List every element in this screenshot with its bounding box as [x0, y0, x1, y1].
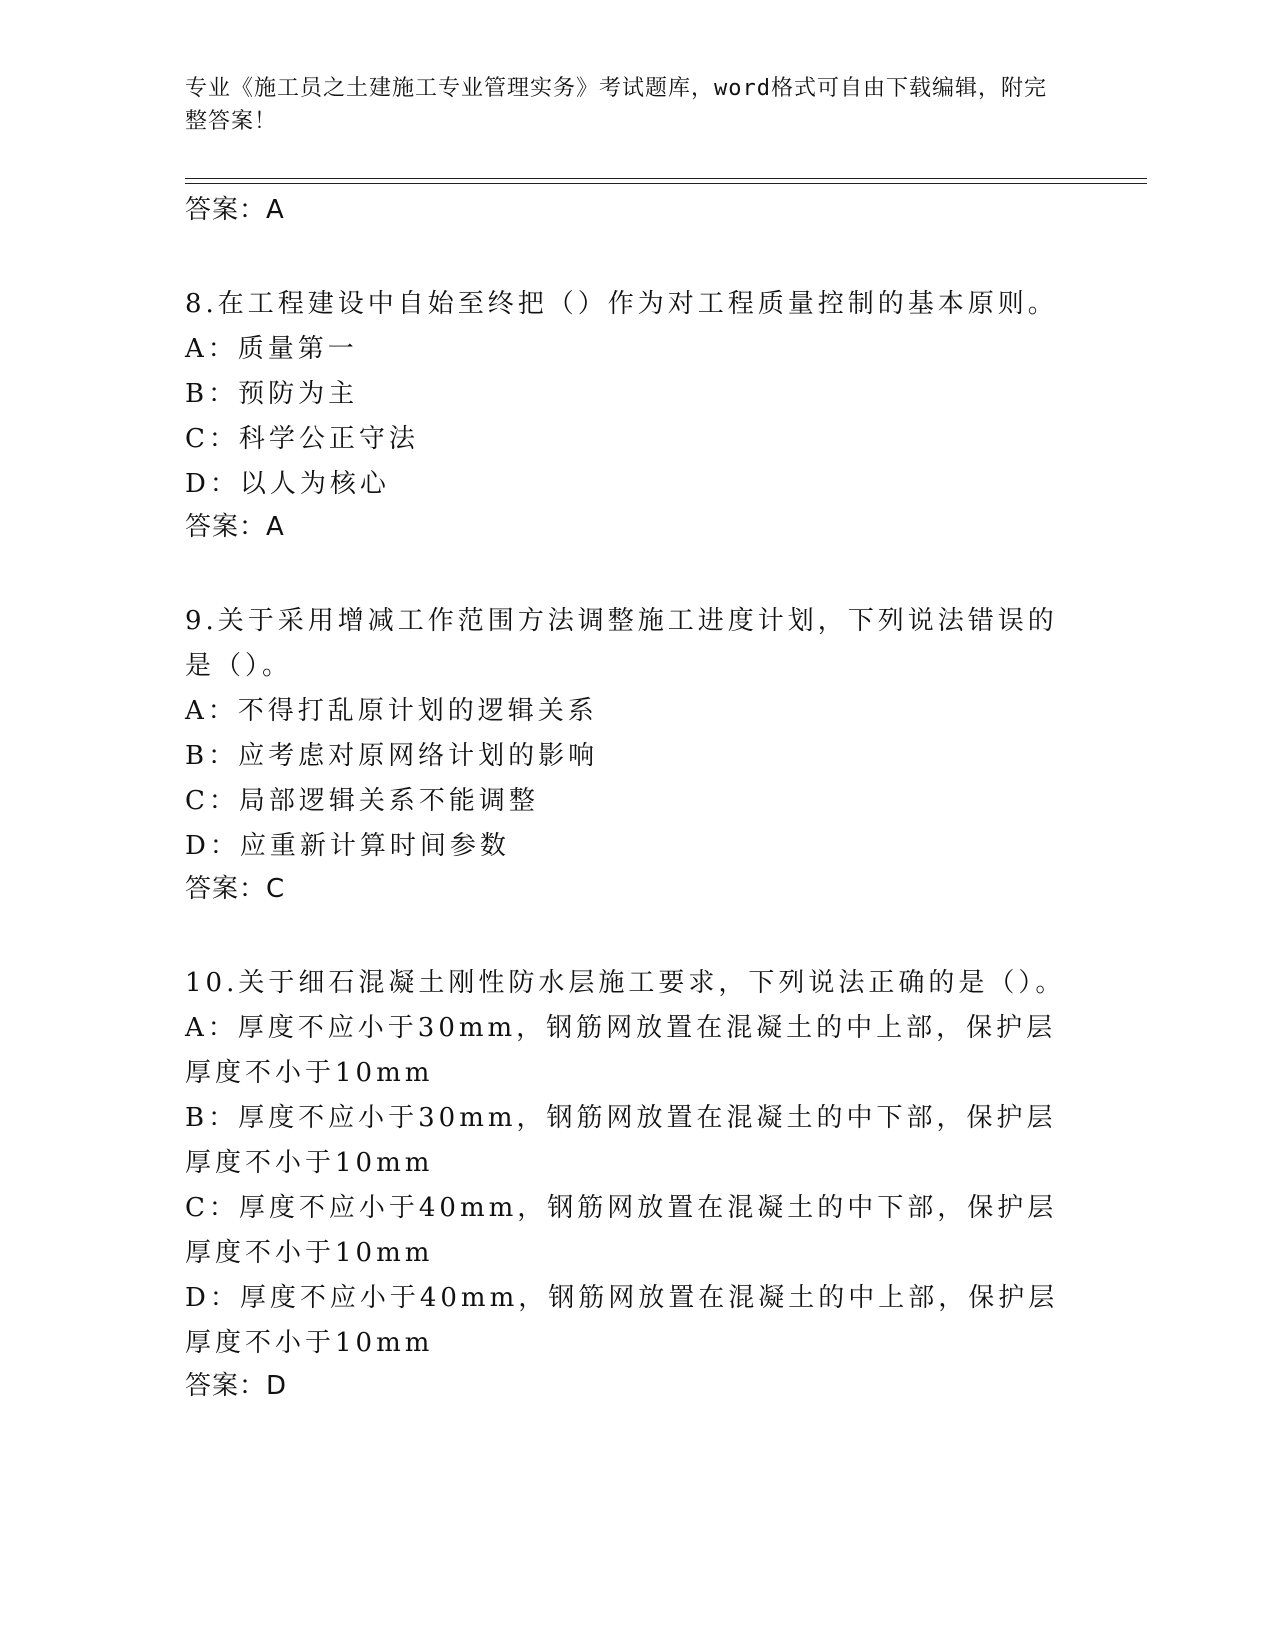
answer-option: C：科学公正守法	[185, 424, 419, 454]
question-answer: 答案：C	[185, 874, 286, 904]
answer-option: D：厚度不应小于40mm，钢筋网放置在混凝土的中上部，保护层厚度不小于10mm	[185, 1283, 1059, 1358]
answer-option: A：厚度不应小于30mm，钢筋网放置在混凝土的中上部，保护层厚度不小于10mm	[185, 1013, 1057, 1088]
header-divider-line	[185, 178, 1147, 179]
answer-option: D：应重新计算时间参数	[185, 831, 510, 861]
document-header-intro: 专业《施工员之土建施工专业管理实务》考试题库，word格式可自由下载编辑，附完整答案！	[185, 76, 1047, 134]
question-text: 9.关于采用增减工作范围方法调整施工进度计划，下列说法错误的是（）。	[185, 606, 1058, 681]
question-block	[185, 961, 1085, 1412]
answer-option: B：应考虑对原网络计划的影响	[185, 741, 599, 771]
question-block	[185, 599, 1085, 915]
answer-option: B：厚度不应小于30mm，钢筋网放置在混凝土的中下部，保护层厚度不小于10mm	[185, 1103, 1057, 1178]
question-text: 10.关于细石混凝土刚性防水层施工要求，下列说法正确的是（）。	[185, 968, 1066, 998]
answer-option: C：厚度不应小于40mm，钢筋网放置在混凝土的中下部，保护层厚度不小于10mm	[185, 1193, 1058, 1268]
header-divider-line-second	[185, 183, 1147, 184]
answer-option: C：局部逻辑关系不能调整	[185, 786, 539, 816]
question-list	[185, 190, 1085, 1412]
question-answer: 答案：D	[185, 1371, 288, 1401]
question-text: 8.在工程建设中自始至终把（）作为对工程质量控制的基本原则。	[185, 289, 1058, 319]
answer-option: D：以人为核心	[185, 469, 390, 499]
question-answer: 答案：A	[185, 512, 285, 542]
previous-question-answer: 答案：A	[185, 195, 285, 225]
answer-option: A：质量第一	[185, 334, 358, 364]
question-block	[185, 282, 1085, 553]
answer-option: B：预防为主	[185, 379, 359, 409]
answer-option: A：不得打乱原计划的逻辑关系	[185, 696, 598, 726]
